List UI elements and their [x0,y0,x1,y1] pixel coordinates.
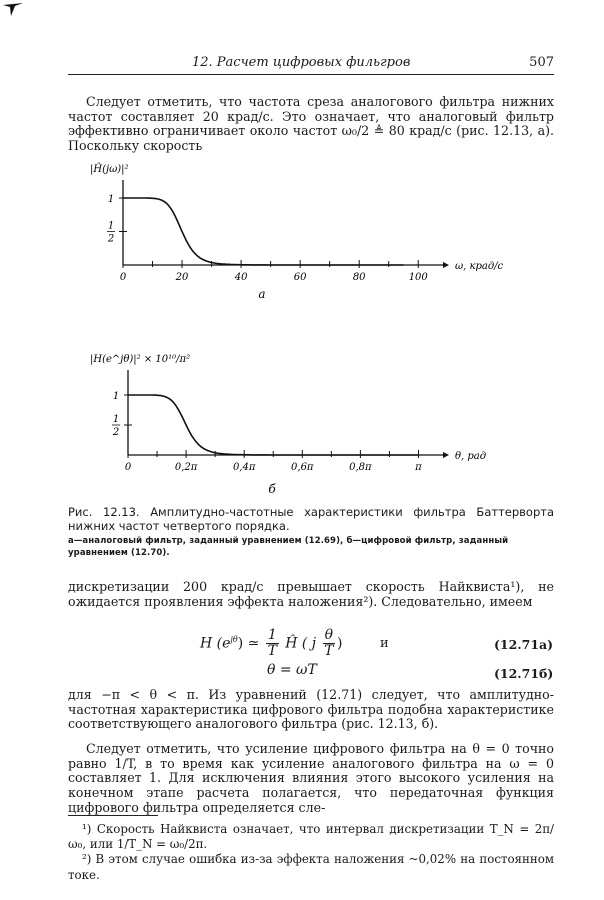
plot-b-svg [90,350,500,495]
response-curve [128,395,419,455]
footnote-2: ²) В этом случае ошибка из-за эффекта наложения ~0,02% на постоянном токе. [68,852,554,882]
footnote-rule [68,815,158,816]
plot-a-svg [90,160,504,301]
equation-12-71b [267,662,317,678]
y-tick-label: 2 [107,233,115,245]
header-rule [68,74,554,75]
paragraph-4-text: Следует отметить, что усиление цифрового фильтра на θ = 0 точно равно 1/T, в то время как усиление аналогового фильтра на ω = 0 составляет 1. Для исключения влияния этого высокого усиления на конечном этапе расчета полагается, что передаточная функция цифрового фильтра определяется сле- [68,741,554,815]
figure-12-13a [90,160,504,301]
paragraph-2-text: дискретизации 200 крад/с превышает скорость Найквиста¹), не ожидается проявления эффекта наложения²). Следовательно, имеем [68,579,554,609]
x-tick-label: 0 [119,272,127,283]
eq1-theta-den: T [324,643,334,659]
paragraph-2 [68,580,554,609]
x-tick-label: 0,8π [349,462,372,473]
eq1-h: Ĥ [285,635,298,652]
eq1-close: ) [337,635,343,652]
eq1-frac-den: T [267,643,277,659]
paragraph-3-text: для −π < θ < π. Из уравнений (12.71) следует, что амплитудно-частотная характеристика цифрового фильтра подобна характеристике соответствующего аналогового фильтра (рис. 12.13, б). [68,687,554,732]
x-axis-arrow [443,452,449,458]
eq1-frac [266,628,279,659]
eq1-theta-frac [323,628,335,659]
eq1-frac-num: 1 [267,627,277,643]
x-tick-label: 0 [124,462,132,473]
x-tick-label: 60 [293,272,307,283]
x-tick-label: 80 [352,272,366,283]
figure-subcaption: а—аналоговый фильтр, заданный уравнением (12.69), б—цифровой фильтр, заданный уравнением (12.70). [68,536,509,558]
figure-12-13b [90,350,500,495]
y-tick-label: 1 [112,391,120,402]
y-tick-label: 2 [112,427,120,438]
paragraph-1 [68,95,554,154]
x-axis-arrow [443,262,449,268]
x-tick-label: 100 [408,272,428,283]
x-tick-label: 0,4π [232,462,256,473]
footnote-1: ¹) Скорость Найквиста означает, что интервал дискретизации T_N = 2π/ω₀, или 1/T_N = ω₀/2π. [68,822,554,852]
x-tick-label: 0,6π [291,462,314,473]
figure-letter: а [258,287,266,301]
page-number: 507 [529,55,554,70]
equation-number-a: (12.71а) [494,637,554,652]
eq1-theta-num: θ [324,627,334,643]
x-axis-label: ω, крад/с [455,261,504,272]
eq1-left: H (e [200,635,231,652]
y-tick-label: 1 [107,194,115,205]
paragraph-4 [68,742,554,816]
figure-caption [68,505,554,533]
eq2-text: θ = ωT [267,662,317,678]
y-tick-label: 1 [112,414,120,425]
paragraph-3 [68,688,554,732]
x-axis-label: θ, рад [455,451,487,462]
x-tick-label: 40 [234,272,248,283]
response-curve [123,198,404,265]
eq1-j: ( j [301,635,317,652]
caption-main: Рис. 12.13. Амплитудно-частотные характеристики фильтра Баттерворта нижних частот четвертого порядка. [68,505,554,533]
x-tick-label: 20 [175,272,189,283]
y-axis-label: |H(e^jθ)|² × 10¹⁰/π² [90,354,191,365]
running-title: 12. Расчет цифровых фильгров [192,55,411,70]
x-tick-label: π [415,462,422,473]
paragraph-1-text: Следует отметить, что частота среза аналогового фильтра нижних частот составляет 20 крад/с. Это означает, что аналоговый фильтр эффективно ограничивает около частот ω₀/2 ≜ 80 крад/с (рис. 12.13, а). Поскольку скорость [68,94,554,154]
equation-number-b: (12.71б) [494,666,554,681]
equation-conjunction: и [380,636,389,651]
corner-mark [2,2,24,18]
y-axis-label: |Ĥ(jω)|² [90,164,129,175]
equation-12-71a [200,628,342,659]
eq1-mid: ) ≃ [237,635,260,652]
eq1-sup: jθ [230,634,238,644]
x-tick-label: 0,2π [174,462,198,473]
footnotes [68,822,554,883]
y-tick-label: 1 [107,220,115,232]
figure-letter: б [268,482,276,496]
